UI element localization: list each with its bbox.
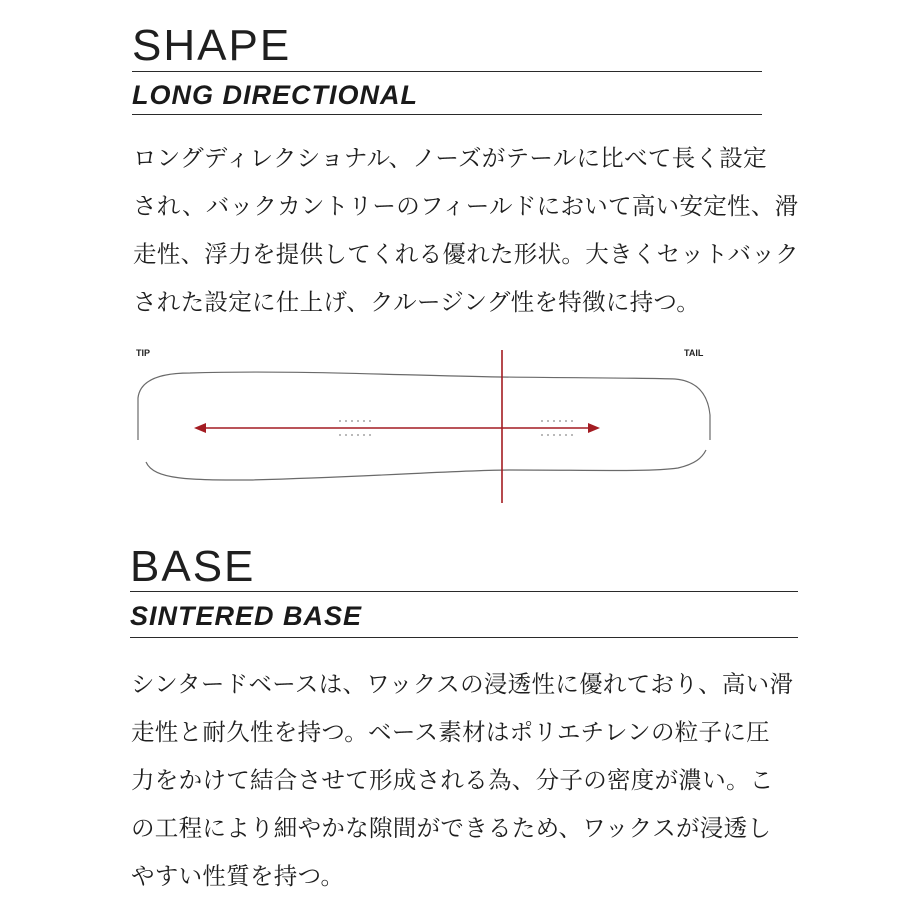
shape-description-line: 走性、浮力を提供してくれる優れた形状。大きくセットバック xyxy=(133,240,799,268)
tip-label: TIP xyxy=(136,348,151,358)
board-bottom-edge xyxy=(146,450,706,480)
shape-subheading-rule xyxy=(132,114,762,115)
board-top-edge xyxy=(138,372,710,440)
base-heading: BASE xyxy=(130,542,256,591)
left-arrowhead xyxy=(194,423,206,433)
shape-description-line: され、バックカントリーのフィールドにおいて高い安定性、滑 xyxy=(133,192,799,220)
tail-label: TAIL xyxy=(684,348,704,358)
base-heading-rule xyxy=(130,591,798,592)
shape-description-line: された設定に仕上げ、クルージング性を特徴に持つ。 xyxy=(133,288,701,316)
base-description-line: シンタードベースは、ワックスの浸透性に優れており、高い滑 xyxy=(131,670,794,698)
shape-heading: SHAPE xyxy=(132,21,292,70)
shape-description xyxy=(133,134,799,326)
base-description-line: やすい性質を持つ。 xyxy=(131,862,345,890)
base-description-line: の工程により細やかな隙間ができるため、ワックスが浸透し xyxy=(131,814,772,842)
shape-description-line: ロングディレクショナル、ノーズがテールに比べて長く設定 xyxy=(133,144,767,172)
base-description-line: 力をかけて結合させて形成される為、分子の密度が濃い。こ xyxy=(131,766,774,794)
shape-heading-rule xyxy=(132,71,762,72)
shape-subheading: LONG DIRECTIONAL xyxy=(132,80,418,110)
base-description xyxy=(131,660,793,900)
board-shape-diagram xyxy=(130,340,730,510)
base-subheading: SINTERED BASE xyxy=(130,601,363,631)
base-subheading-rule xyxy=(130,637,798,638)
right-arrowhead xyxy=(588,423,600,433)
base-description-line: 走性と耐久性を持つ。ベース素材はポリエチレンの粒子に圧 xyxy=(131,718,770,746)
